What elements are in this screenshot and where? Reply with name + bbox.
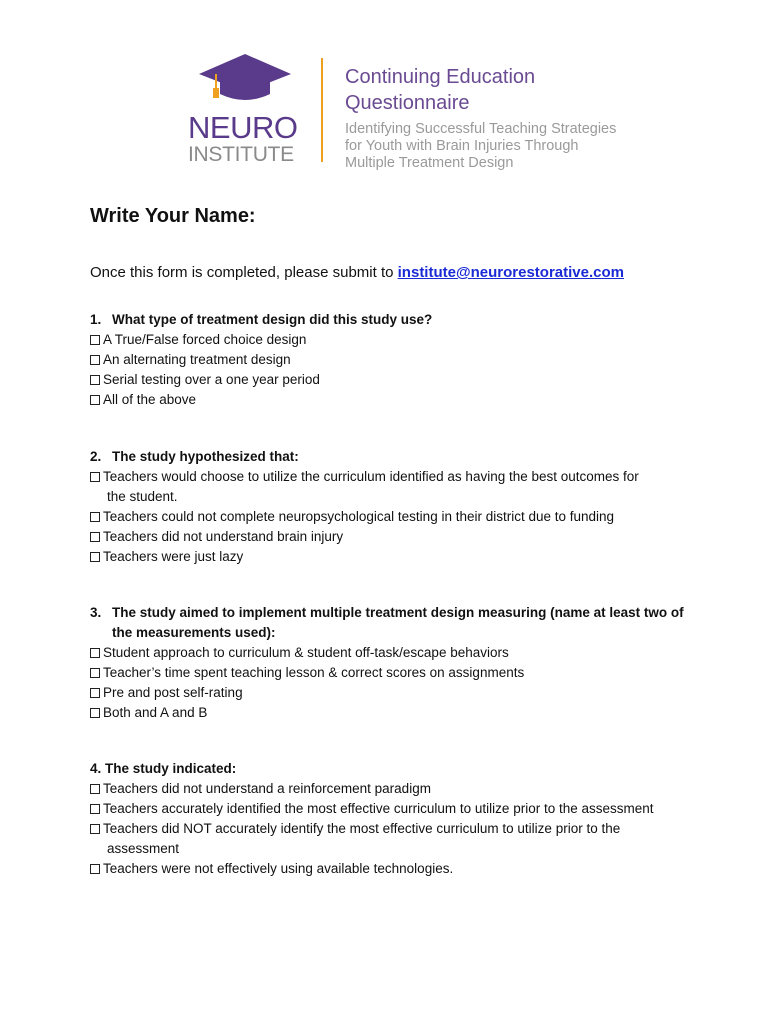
option-label: Pre and post self-rating bbox=[103, 685, 243, 700]
option-label: Teachers were just lazy bbox=[103, 549, 244, 564]
checkbox-icon[interactable] bbox=[90, 864, 100, 874]
checkbox-icon[interactable] bbox=[90, 472, 100, 482]
logo bbox=[188, 52, 303, 167]
option-d[interactable] bbox=[90, 703, 684, 723]
checkbox-icon[interactable] bbox=[90, 512, 100, 522]
option-b[interactable] bbox=[90, 350, 432, 370]
checkbox-icon[interactable] bbox=[90, 824, 100, 834]
option-label: Teachers did NOT accurately identify the most effective curriculum to utilize prior to the bbox=[103, 821, 621, 836]
option-b[interactable] bbox=[90, 507, 639, 527]
question-number: 4. bbox=[90, 761, 102, 776]
option-label: Serial testing over a one year period bbox=[103, 372, 320, 387]
option-label: Teachers accurately identified the most effective curriculum to utilize prior to the assessment bbox=[103, 801, 654, 816]
option-a[interactable] bbox=[90, 330, 432, 350]
submit-text: Once this form is completed, please submit to bbox=[90, 264, 398, 281]
option-b[interactable] bbox=[90, 663, 684, 683]
question-text: What type of treatment design did this study use? bbox=[112, 312, 433, 327]
subtitle-line-3: Multiple Treatment Design bbox=[345, 155, 514, 171]
question-title bbox=[90, 310, 432, 330]
option-a[interactable] bbox=[90, 643, 684, 663]
option-label: Teachers did not understand a reinforcement paradigm bbox=[103, 781, 431, 796]
checkbox-icon[interactable] bbox=[90, 688, 100, 698]
title-block bbox=[345, 64, 616, 172]
name-label: Write Your Name: bbox=[90, 205, 256, 227]
question-1 bbox=[90, 310, 432, 410]
question-text-continued: the measurements used): bbox=[112, 625, 276, 640]
option-c-continued: assessment bbox=[107, 841, 180, 856]
question-number: 1. bbox=[90, 312, 102, 327]
question-2 bbox=[90, 447, 639, 567]
title-line-1: Continuing Education bbox=[345, 66, 536, 88]
option-d[interactable] bbox=[90, 547, 639, 567]
checkbox-icon[interactable] bbox=[90, 648, 100, 658]
checkbox-icon[interactable] bbox=[90, 355, 100, 365]
option-c[interactable] bbox=[90, 683, 684, 703]
question-number: 3. bbox=[90, 605, 102, 620]
subtitle bbox=[345, 121, 616, 172]
option-c[interactable] bbox=[90, 527, 639, 547]
option-a[interactable] bbox=[90, 467, 639, 487]
option-label: Teachers were not effectively using available technologies. bbox=[103, 861, 454, 876]
title-line-2: Questionnaire bbox=[345, 92, 470, 114]
question-text: The study aimed to implement multiple treatment design measuring (name at least two of bbox=[112, 605, 684, 620]
question-text: The study indicated: bbox=[105, 761, 237, 776]
option-label: An alternating treatment design bbox=[103, 352, 291, 367]
option-label: Teachers would choose to utilize the curriculum identified as having the best outcomes for bbox=[103, 469, 639, 484]
question-4 bbox=[90, 759, 654, 879]
checkbox-icon[interactable] bbox=[90, 375, 100, 385]
option-a[interactable] bbox=[90, 779, 654, 799]
submit-email-link[interactable]: institute@neurorestorative.com bbox=[397, 264, 624, 281]
question-number: 2. bbox=[90, 449, 102, 464]
option-label: Teacher’s time spent teaching lesson & correct scores on assignments bbox=[103, 665, 525, 680]
option-label: A True/False forced choice design bbox=[103, 332, 307, 347]
checkbox-icon[interactable] bbox=[90, 784, 100, 794]
question-title bbox=[90, 603, 684, 623]
submit-instructions bbox=[90, 264, 624, 281]
checkbox-icon[interactable] bbox=[90, 395, 100, 405]
option-label: Teachers did not understand brain injury bbox=[103, 529, 344, 544]
question-title bbox=[90, 447, 639, 467]
option-a-continued: the student. bbox=[107, 489, 178, 504]
subtitle-line-2: for Youth with Brain Injuries Through bbox=[345, 138, 579, 154]
checkbox-icon[interactable] bbox=[90, 552, 100, 562]
question-3 bbox=[90, 603, 684, 723]
checkbox-icon[interactable] bbox=[90, 804, 100, 814]
option-d[interactable] bbox=[90, 390, 432, 410]
option-label: Both and A and B bbox=[103, 705, 208, 720]
checkbox-icon[interactable] bbox=[90, 335, 100, 345]
question-title bbox=[90, 759, 654, 779]
checkbox-icon[interactable] bbox=[90, 532, 100, 542]
header bbox=[0, 0, 770, 180]
option-d[interactable] bbox=[90, 859, 654, 879]
option-label: Teachers could not complete neuropsychological testing in their district due to funding bbox=[103, 509, 615, 524]
option-c[interactable] bbox=[90, 370, 432, 390]
option-label: Student approach to curriculum & student off-task/escape behaviors bbox=[103, 645, 509, 660]
checkbox-icon[interactable] bbox=[90, 668, 100, 678]
logo-institute-text: INSTITUTE bbox=[188, 143, 294, 166]
logo-neuro-text: NEURO bbox=[188, 110, 298, 145]
option-c[interactable] bbox=[90, 819, 654, 839]
option-label: All of the above bbox=[103, 392, 197, 407]
question-text: The study hypothesized that: bbox=[112, 449, 299, 464]
option-b[interactable] bbox=[90, 799, 654, 819]
subtitle-line-1: Identifying Successful Teaching Strategies bbox=[345, 121, 617, 137]
header-divider bbox=[321, 58, 323, 162]
graduation-cap-icon bbox=[198, 52, 293, 107]
checkbox-icon[interactable] bbox=[90, 708, 100, 718]
